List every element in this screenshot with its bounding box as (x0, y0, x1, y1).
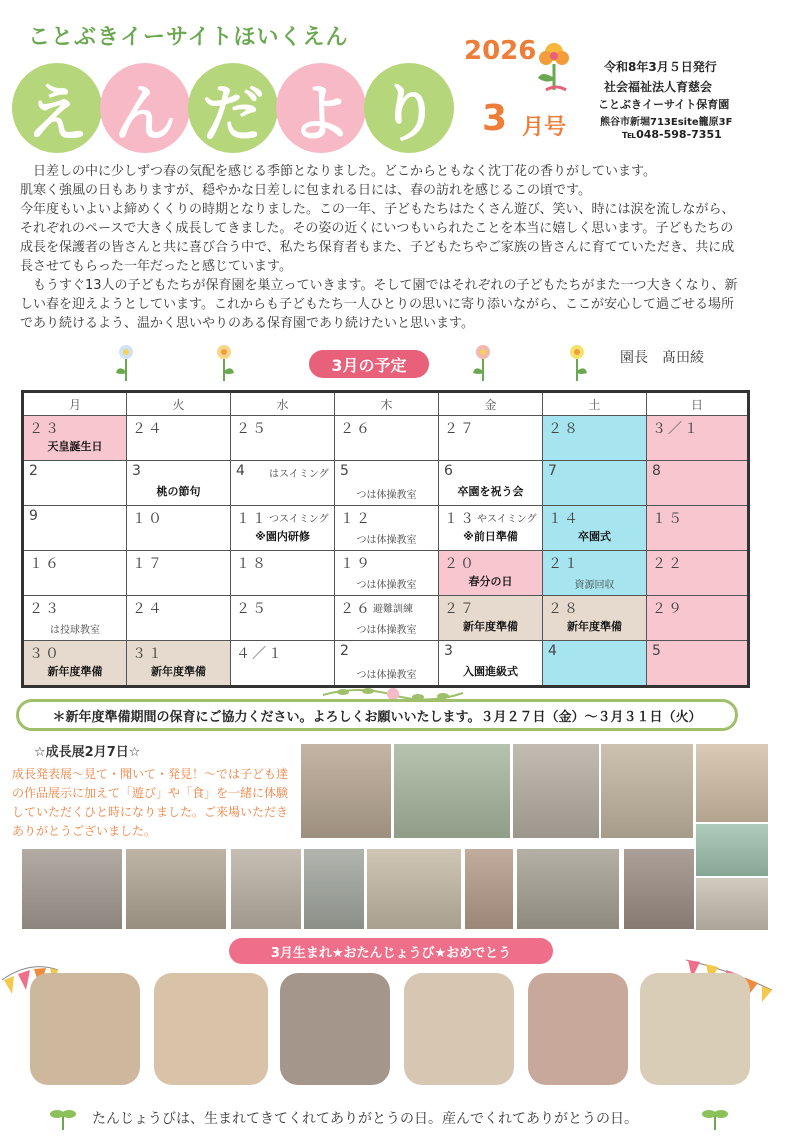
calendar-day-cell (543, 506, 647, 551)
calendar-day-cell (439, 641, 543, 687)
calendar-week-row (23, 551, 749, 596)
day-note: やスイミング (477, 514, 537, 525)
day-number: ３１ (132, 646, 164, 662)
calendar-day-cell (231, 416, 335, 461)
title-char-2: ん (100, 63, 190, 153)
newsletter-subtitle: ことぶきイーサイトほいくえん (28, 25, 349, 50)
day-event: 入園進級式 (463, 665, 518, 678)
day-number: ２５ (236, 421, 268, 437)
calendar-day-cell (647, 506, 749, 551)
day-number: 3 (444, 643, 455, 659)
day-event: 新年度準備 (463, 620, 518, 633)
calendar-day-cell (335, 461, 439, 506)
principal-name: 園長 髙田綾 (620, 350, 704, 366)
school-address: 熊谷市新堀713Esite籠原3F (600, 117, 733, 128)
schedule-title-badge: 3月の予定 (309, 350, 429, 378)
calendar-day-cell (127, 551, 231, 596)
calendar-day-cell (231, 596, 335, 641)
title-char-4: よ (276, 63, 366, 153)
calendar-day-cell (439, 506, 543, 551)
title-char-1: え (12, 63, 102, 153)
day-note: つスイミング (269, 514, 329, 525)
calendar-day-cell (127, 641, 231, 687)
calendar-day-cell (543, 416, 647, 461)
calendar-day-cell (335, 596, 439, 641)
intro-line: 今年度もいよいよ締めくくりの時期となりました。この一年、子どもたちはたくさん遊び、笑い、時には涙を流しながら、それぞれのペースで大きく成長してきました。その姿の近くにいつもいられたことを本当に嬉しく思います。子どもたちの成長を保護者の皆さんと共に喜び合う中で、私たち保育者もまた、子どもたちやご家族の皆さんに育てていただき、共に成長させてもらった一年だったと感じています。 (20, 202, 735, 274)
exhibition-photo (513, 744, 599, 838)
day-number: ３／１ (652, 421, 700, 437)
exhibition-photo (126, 849, 226, 929)
day-number: １２ (340, 511, 372, 527)
day-number: １１ (236, 511, 268, 527)
day-number: ２１ (548, 556, 580, 572)
day-number: 6 (444, 463, 455, 479)
birthday-title-badge: 3月生まれ★おたんじょうび★おめでとう (229, 938, 553, 964)
organization-name: 社会福祉法人育慈会 (604, 80, 713, 94)
calendar-week-row (23, 641, 749, 687)
publish-date: 令和8年3月５日発行 (604, 60, 717, 74)
day-activity: つは体操教室 (356, 625, 417, 636)
flower-icon (212, 343, 236, 383)
birthday-child-photo (404, 973, 514, 1085)
day-number: ２４ (132, 421, 164, 437)
march-calendar (21, 390, 750, 688)
flower-mascot-icon (534, 40, 576, 96)
day-number: 4 (548, 643, 559, 659)
day-activity: つは体操教室 (356, 670, 417, 681)
calendar-day-cell (127, 596, 231, 641)
day-number: 8 (652, 463, 663, 479)
exhibition-photo (367, 849, 461, 929)
calendar-day-cell (543, 596, 647, 641)
exhibition-photo (696, 744, 768, 822)
calendar-day-cell (439, 596, 543, 641)
day-event: ※前日準備 (463, 530, 518, 543)
weekday-header: 水 (231, 392, 335, 416)
calendar-week-row (23, 461, 749, 506)
day-number: １３ (444, 511, 476, 527)
day-number: 5 (340, 463, 351, 479)
flower-icon (114, 343, 138, 383)
day-number: ２６ (340, 421, 372, 437)
exhibition-title: ☆成長展2月7日☆ (34, 745, 141, 760)
day-number: ２４ (132, 601, 164, 617)
calendar-day-cell (647, 641, 749, 687)
calendar-day-cell (439, 551, 543, 596)
calendar-day-cell (439, 461, 543, 506)
issue-month-number: 3 (482, 98, 508, 139)
exhibition-photo (696, 824, 768, 876)
day-number: ２８ (548, 421, 580, 437)
exhibition-photo (394, 744, 510, 838)
day-event: ※園内研修 (255, 530, 310, 543)
day-event: 新年度準備 (567, 620, 622, 633)
day-activity: は投球教室 (50, 625, 100, 636)
exhibition-photo (465, 849, 513, 929)
day-number: 9 (29, 508, 40, 524)
day-activity: つは体操教室 (356, 490, 417, 501)
calendar-day-cell (647, 551, 749, 596)
exhibition-photo (231, 849, 301, 929)
weekday-header: 月 (23, 392, 127, 416)
day-number: 7 (548, 463, 559, 479)
day-activity: 資源回収 (574, 580, 615, 591)
day-number: 5 (652, 643, 663, 659)
school-name: ことぶきイーサイト保育園 (598, 98, 730, 111)
phone-number: ℡048-598-7351 (622, 128, 722, 141)
calendar-day-cell (127, 416, 231, 461)
day-number: ２８ (548, 601, 580, 617)
issue-year: 2026 (464, 36, 537, 66)
day-number: １６ (29, 556, 61, 572)
exhibition-photo (22, 849, 122, 929)
intro-message (20, 162, 742, 333)
calendar-day-cell (231, 461, 335, 506)
day-note: はスイミング (269, 469, 329, 480)
intro-line: 肌寒く強風の日もありますが、穏やかな日差しに包まれる日には、春の訪れを感じるこの頃です。 (20, 183, 591, 198)
sprout-icon (48, 1102, 78, 1132)
birthday-child-photo (280, 973, 390, 1085)
weekday-header: 木 (335, 392, 439, 416)
day-number: ２９ (652, 601, 684, 617)
day-activity: つは体操教室 (356, 535, 417, 546)
title-char-3: だ (188, 63, 278, 153)
calendar-day-cell (231, 506, 335, 551)
issue-month-suffix: 月号 (522, 115, 567, 140)
day-event: 桃の節句 (156, 485, 201, 498)
weekday-header: 土 (543, 392, 647, 416)
birthday-child-photo (640, 973, 750, 1085)
calendar-day-cell (439, 416, 543, 461)
day-number: ２２ (652, 556, 684, 572)
calendar-day-cell (23, 416, 127, 461)
day-number: ４／１ (236, 646, 284, 662)
exhibition-photo (601, 744, 693, 838)
day-event: 天皇誕生日 (47, 440, 103, 453)
weekday-header: 日 (647, 392, 749, 416)
calendar-day-cell (23, 461, 127, 506)
day-number: ２６ (340, 601, 372, 617)
day-number: ２３ (29, 421, 61, 437)
calendar-day-cell (647, 461, 749, 506)
calendar-day-cell (543, 551, 647, 596)
calendar-day-cell (335, 641, 439, 687)
day-number: １０ (132, 511, 164, 527)
day-number: １７ (132, 556, 164, 572)
calendar-day-cell (647, 416, 749, 461)
intro-line: 日差しの中に少しずつ春の気配を感じる季節となりました。どこからともなく沈丁花の香りがしています。 (20, 164, 656, 179)
birthday-child-photo (30, 973, 140, 1085)
calendar-day-cell (335, 551, 439, 596)
day-number: １５ (652, 511, 684, 527)
calendar-day-cell (647, 596, 749, 641)
exhibition-photo (301, 744, 391, 838)
flower-icon (565, 343, 589, 383)
day-number: １９ (340, 556, 372, 572)
exhibition-text: 成長発表展～見て・聞いて・発見！～では子ども達の作品展示に加えて「遊び」や「食」を一緒に体験していただくひと時になりました。ご来場いただきありがとうございました。 (12, 767, 289, 838)
day-number: １８ (236, 556, 268, 572)
calendar-week-row (23, 596, 749, 641)
calendar-week-row (23, 506, 749, 551)
intro-line: もうすぐ13人の子どもたちが保育園を巣立っていきます。そして園ではそれぞれの子どもたちがまた一つ大きくなり、新しい春を迎えようとしています。これからも子どもたち一人ひとりの思いに寄り添いながら、ここが安心して過ごせる場所であり続けるよう、温かく思いやりのある保育園であり続けたいと思います。 (20, 278, 738, 331)
calendar-day-cell (127, 461, 231, 506)
birthday-child-photo (528, 973, 628, 1085)
birthday-message: たんじょうびは、生まれてきてくれてありがとうの日。産んでくれてありがとうの日。 (92, 1111, 638, 1127)
calendar-day-cell (127, 506, 231, 551)
preparation-notice-banner: ＊新年度準備期間の保育にご協力ください。よろしくお願いいたします。３月２７日（金）～３月３１日（火） (16, 699, 738, 731)
exhibition-photo (624, 849, 694, 929)
calendar-day-cell (23, 596, 127, 641)
exhibition-photo (304, 849, 364, 929)
exhibition-photo (517, 849, 619, 929)
day-number: 2 (340, 643, 351, 659)
day-event: 新年度準備 (151, 665, 206, 678)
day-event: 新年度準備 (47, 665, 103, 678)
sprout-icon (700, 1102, 730, 1132)
day-note: 避難訓練 (373, 604, 413, 615)
day-number: ２０ (444, 556, 476, 572)
day-number: 4 (236, 463, 247, 479)
title-char-5: り (364, 63, 454, 153)
birthday-child-photo (154, 973, 268, 1085)
calendar-day-cell (231, 641, 335, 687)
calendar-day-cell (231, 551, 335, 596)
calendar-week-row (23, 416, 749, 461)
day-event: 卒園を祝う会 (457, 485, 524, 498)
exhibition-photo (696, 878, 768, 930)
calendar-day-cell (543, 641, 647, 687)
day-event: 春分の日 (468, 575, 513, 588)
calendar-day-cell (335, 506, 439, 551)
weekday-header: 火 (127, 392, 231, 416)
day-number: 2 (29, 463, 40, 479)
weekday-header: 金 (439, 392, 543, 416)
calendar-day-cell (23, 641, 127, 687)
day-number: 3 (132, 463, 143, 479)
day-activity: つは体操教室 (356, 580, 417, 591)
calendar-day-cell (23, 506, 127, 551)
day-number: ２７ (444, 601, 476, 617)
calendar-day-cell (23, 551, 127, 596)
day-number: ３０ (29, 646, 61, 662)
day-number: ２５ (236, 601, 268, 617)
day-event: 卒園式 (578, 530, 611, 543)
day-number: １４ (548, 511, 580, 527)
calendar-day-cell (543, 461, 647, 506)
day-number: ２７ (444, 421, 476, 437)
day-number: ２３ (29, 601, 61, 617)
flower-icon (471, 343, 495, 383)
calendar-day-cell (335, 416, 439, 461)
